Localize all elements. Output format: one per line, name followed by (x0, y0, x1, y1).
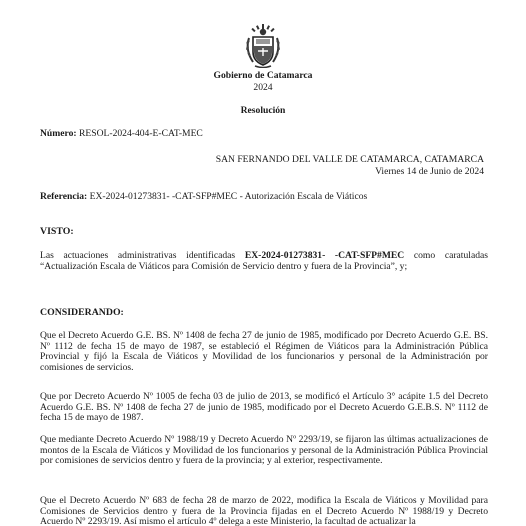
visto-expediente: EX-2024-01273831- -CAT-SFP#MEC (244, 250, 405, 261)
visto-text-before: Las actuaciones administrativas identificadas (40, 250, 245, 261)
visto-paragraph (40, 251, 488, 272)
visto-heading: VISTO: (40, 226, 74, 237)
considerando-paragraph: Que mediante Decreto Acuerdo Nº 1988/19 y Decreto Acuerdo Nº 2293/19, se fijaron las últimas actualizaciones de montos de la Escala de Viáticos y Movilidad de los funcionarios y personal de la Administración Pública Provincial por comisiones de servicios dentro y fuera de la provincia; y al exterior, respectivamente. (40, 434, 488, 467)
date-line: Viernes 14 de Junio de 2024 (375, 166, 484, 177)
visto-text-after: como caratuladas “Actualización Escala de Viáticos para Comisión de Servicio dentro y fuera de la Provincia”, y; (40, 250, 488, 272)
document-type: Resolución (240, 105, 286, 116)
numero-label: Número: (40, 128, 77, 139)
place-line: SAN FERNANDO DEL VALLE DE CATAMARCA, CATAMARCA (215, 154, 484, 165)
referencia-line (40, 191, 367, 202)
referencia-value: EX-2024-01273831- -CAT-SFP#MEC - Autorización Escala de Viáticos (89, 191, 368, 202)
considerando-paragraph: Que el Decreto Acuerdo G.E. BS. Nº 1408 de fecha 27 de junio de 1985, modificado por Decreto Acuerdo G.E. BS. Nº 1112 de fecha 15 de mayo de 1987, se estableció el Régimen de Viáticos para la Administración Pública Provincial y fijó la Escala de Viáticos y Movilidad de los funcionarios y personal de la Administración por comisiones de servicios. (40, 330, 488, 373)
government-name: Gobierno de Catamarca (213, 70, 313, 81)
numero-value: RESOL-2024-404-E-CAT-MEC (79, 128, 203, 139)
considerando-paragraph: Que el Decreto Acuerdo Nº 683 de fecha 28 de marzo de 2022, modifica la Escala de Viáticos y Movilidad para Comisiones de Servicios dentro y fuera de la Provincia fijadas en el Decreto Acuerdo Nº 1988/19 y Decreto Acuerdo Nº 2293/19. Así mismo el artículo 4º delega a este Ministerio, la facultad de actualizar la (40, 495, 488, 526)
considerando-paragraph: Que por Decreto Acuerdo Nº 1005 de fecha 03 de julio de 2013, se modificó el Artículo 3° acápite 1.5 del Decreto Acuerdo G.E. BS. Nº 1408 de fecha 27 de junio de 1985, modificado por el Decreto Acuerdo G.E.B.S. Nº 1112 de fecha 15 de mayo de 1987. (40, 391, 488, 424)
considerando-heading: CONSIDERANDO: (40, 307, 124, 318)
coat-of-arms-icon (243, 24, 283, 68)
referencia-label: Referencia: (40, 191, 88, 202)
document-year: 2024 (253, 82, 273, 93)
numero-line (40, 128, 203, 139)
